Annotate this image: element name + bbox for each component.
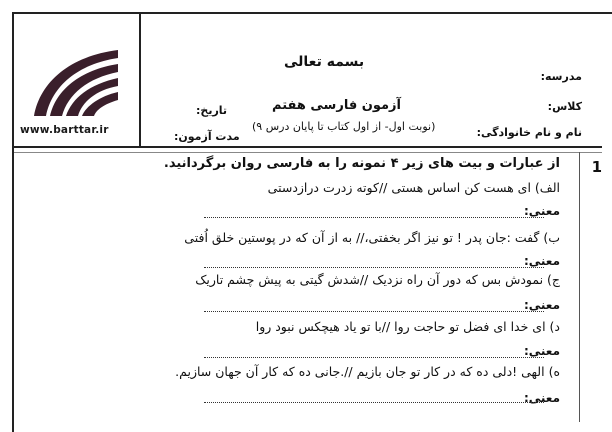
answer-line-a [204, 217, 544, 218]
duration-label: مدت آزمون: [174, 130, 240, 143]
name-label: نام و نام خانوادگی: [476, 126, 582, 139]
question-number-column [579, 152, 612, 422]
answer-line-c [204, 311, 544, 312]
item-text-e: ه) الهی !دلی ده که در کار تو جان بازیم //.جانی ده که کار آن جهان سازیم. [175, 364, 560, 379]
item-text-c: ج) نمودش بس که دور آن راه نزدیک //شدش گیتی به پیش چشم تاریک [195, 272, 560, 287]
question-instruction: از عبارات و بیت های زیر ۴ نمونه را به فارسی روان برگردانید. [163, 156, 560, 171]
exam-title: آزمون فارسی هفتم [272, 98, 401, 113]
item-text-b: ب) گفت :جان پدر ! تو نیز اگر بخفتی،// به از آن که در پوستین خلق اُفتی [184, 230, 560, 245]
meaning-label-c: معنی: [523, 298, 560, 312]
item-text-a: الف) ای هست کن اساس هستی //کوته زدرت درازدستی [267, 180, 560, 195]
meaning-label-d: معنی: [523, 344, 560, 358]
exam-frame [12, 12, 612, 432]
school-label: مدرسه: [540, 70, 582, 83]
logo-url: www.barttar.ir [20, 124, 109, 136]
barttar-logo-icon [30, 42, 122, 120]
logo-cell [14, 14, 141, 146]
question-number: 1 [591, 158, 602, 176]
class-label: کلاس: [547, 100, 582, 113]
exam-header [14, 14, 602, 148]
exam-subtitle: (نوبت اول- از اول کتاب تا پایان درس ۹) [252, 120, 436, 133]
header-divider [14, 148, 602, 153]
answer-line-e [204, 402, 544, 403]
answer-line-b [204, 267, 544, 268]
meaning-label-e: معنی: [523, 391, 560, 405]
meaning-label-a: معنی: [523, 204, 560, 218]
item-text-d: د) ای خدا ای فضل تو حاجت روا //با تو یاد هیچکس نبود روا [255, 319, 560, 334]
basmala: بسمه تعالی [284, 54, 365, 70]
answer-line-d [204, 357, 544, 358]
date-label: تاریخ: [196, 104, 228, 117]
meaning-label-b: معنی: [523, 254, 560, 268]
